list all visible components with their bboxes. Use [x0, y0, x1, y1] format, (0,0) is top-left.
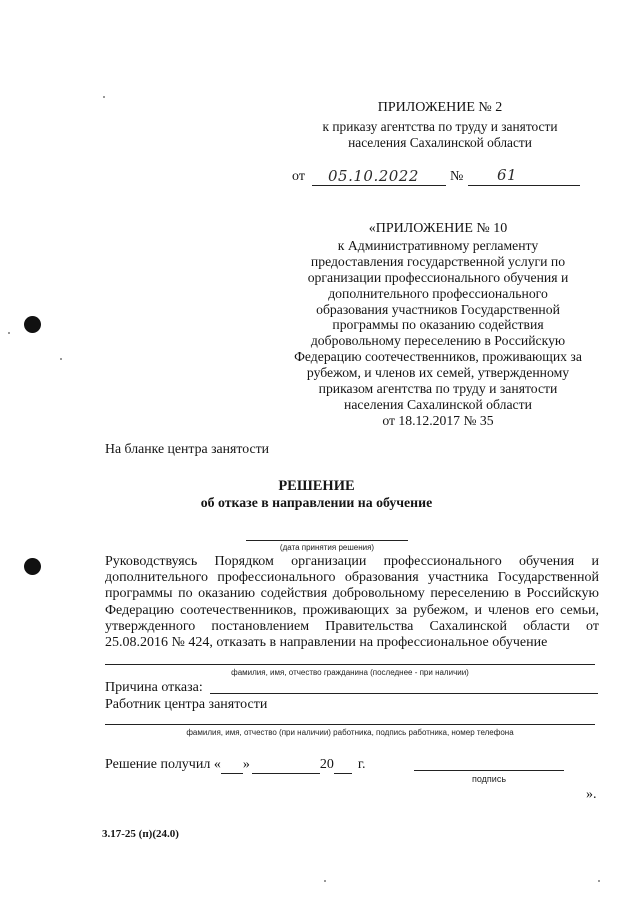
- appendix-10-line: Федерацию соотечественников, проживающих за: [294, 349, 582, 365]
- citizen-name-caption: фамилия, имя, отчество гражданина (последнее - при наличии): [231, 668, 469, 677]
- decision-date-line: [246, 540, 408, 541]
- appendix-title: ПРИЛОЖЕНИЕ № 2: [377, 100, 503, 115]
- appendix-10-line: приказом агентства по труду и занятости: [318, 381, 558, 397]
- received-row: [105, 757, 366, 774]
- refusal-reason-line: [210, 693, 598, 694]
- appendix-10-line: населения Сахалинской области: [344, 396, 532, 412]
- closing-mark: ».: [586, 787, 597, 802]
- received-month-blank: [252, 757, 320, 774]
- received-quote-close: »: [242, 757, 250, 772]
- letterhead-note: На бланке центра занятости: [105, 441, 270, 456]
- punch-hole-bottom: [24, 558, 41, 575]
- appendix-line: населения Сахалинской области: [348, 135, 532, 150]
- appendix-10-line: от 18.12.2017 № 35: [382, 412, 494, 428]
- decision-title: РЕШЕНИЕ: [278, 478, 355, 494]
- employee-label: Работник центра занятости: [105, 697, 268, 712]
- appendix-10-line: предоставления государственной услуги по: [310, 253, 566, 269]
- appendix-10-line: рубежом, и членов их семей, утвержденному: [306, 365, 570, 381]
- refusal-reason-label: Причина отказа:: [105, 680, 203, 695]
- decision-body-text: Руководствуясь Порядком организации профессионального обучения и дополнительного профессионального образования участника Государственной программы по оказанию содействия добровольному переселению в Российскую Федерацию соотечественников, проживающих за рубежом, и членов его семьи, утвержденного постановлением Правительства Сахалинской области от 25.08.2016 № 424, отказать в направлении на профессиональное обучение: [105, 554, 599, 651]
- received-year-suffix: г.: [357, 757, 366, 772]
- appendix-10-line: дополнительного профессионального: [328, 285, 548, 301]
- handwritten-date: 05.10.2022: [328, 167, 419, 185]
- appendix-10-line: программы по оказанию содействия: [332, 317, 544, 333]
- appendix-10-block: [282, 221, 594, 429]
- employee-line: [105, 724, 595, 725]
- date-underline: [312, 185, 446, 186]
- employee-caption: фамилия, имя, отчество (при наличии) работника, подпись работника, номер телефона: [186, 728, 514, 737]
- appendix-10-line: образования участников Государственной: [316, 301, 560, 317]
- signature-caption: подпись: [471, 774, 507, 784]
- scan-speck: [8, 332, 10, 334]
- decision-subtitle: об отказе в направлении на обучение: [200, 495, 433, 510]
- scan-speck: [60, 358, 62, 360]
- appendix-header: [300, 100, 580, 151]
- appendix-10-line: организации профессионального обучения и: [307, 269, 569, 285]
- date-prefix: от: [292, 169, 305, 184]
- number-prefix: №: [450, 169, 464, 184]
- document-code: 3.17-25 (п)(24.0): [102, 828, 179, 840]
- order-date-row: [292, 168, 592, 188]
- received-day-blank: [221, 757, 243, 774]
- scan-speck: [103, 96, 105, 98]
- appendix-10-line: добровольному переселению в Российскую: [310, 333, 566, 349]
- scan-speck: [598, 880, 600, 882]
- citizen-name-line: [105, 664, 595, 665]
- received-year-prefix: 20: [319, 757, 334, 772]
- received-year-blank: [334, 757, 352, 774]
- appendix-line: к приказу агентства по труду и занятости: [322, 119, 558, 134]
- appendix-10-title: «ПРИЛОЖЕНИЕ № 10: [368, 221, 508, 236]
- number-underline: [468, 185, 580, 186]
- scan-speck: [324, 880, 326, 882]
- decision-date-caption: (дата принятия решения): [279, 543, 375, 552]
- punch-hole-top: [24, 316, 41, 333]
- appendix-10-line: к Административному регламенту: [337, 237, 539, 253]
- received-label: Решение получил «: [105, 757, 221, 772]
- signature-line: [414, 770, 564, 771]
- handwritten-number: 61: [497, 166, 518, 184]
